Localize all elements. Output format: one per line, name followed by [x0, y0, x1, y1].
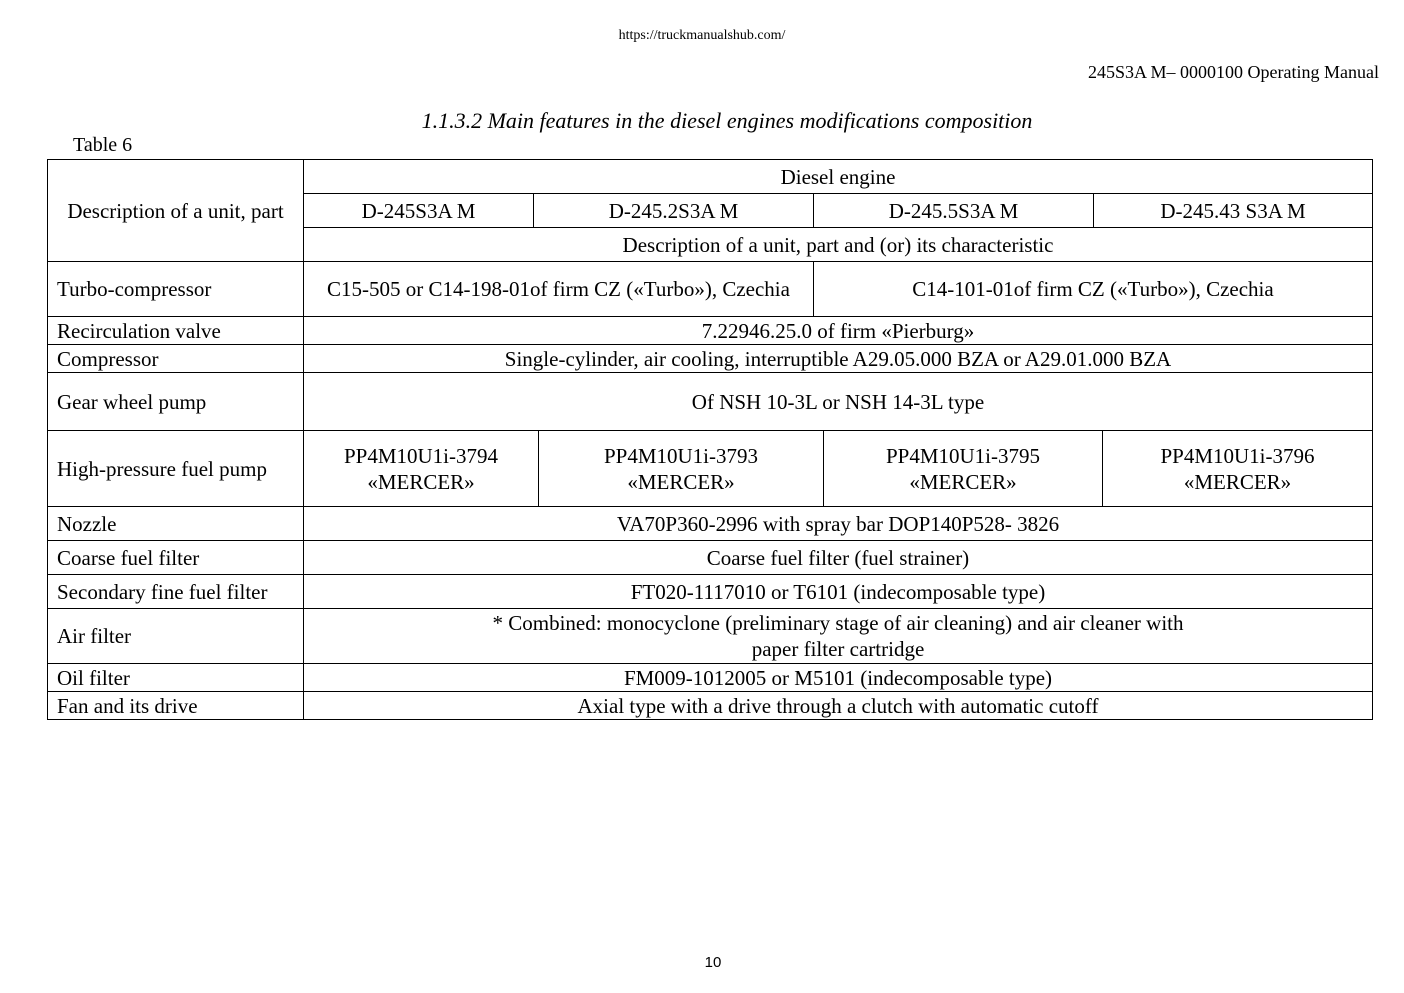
- row-value: PP4M10U1i-3794 «MERCER»: [303, 431, 538, 506]
- row-value: C15-505 or C14-198-01of firm CZ («Turbo»), Czechia: [303, 262, 813, 316]
- row-value: C14-101-01of firm CZ («Turbo»), Czechia: [813, 262, 1372, 316]
- header-group: [303, 160, 1372, 193]
- header-subheader: [303, 227, 1372, 261]
- table-row: [48, 506, 1372, 540]
- row-value: VA70P360-2996 with spray bar DOP140P528- 3826: [303, 507, 1372, 540]
- document-title: 245S3A M– 0000100 Operating Manual: [1088, 62, 1379, 82]
- model-col: D-245.5S3A M: [813, 194, 1093, 227]
- features-table: [47, 159, 1373, 720]
- row-value: PP4M10U1i-3793 «MERCER»: [538, 431, 823, 506]
- table-row: [48, 663, 1372, 691]
- row-value: FT020-1117010 or T6101 (indecomposable type): [303, 575, 1372, 608]
- table-row: [48, 574, 1372, 608]
- header-models: [303, 193, 1372, 227]
- row-label: Coarse fuel filter: [57, 545, 200, 570]
- row-value: 7.22946.25.0 of firm «Pierburg»: [303, 317, 1372, 344]
- row-value: Coarse fuel filter (fuel strainer): [303, 541, 1372, 574]
- row-value: Single-cylinder, air cooling, interruptible A29.05.000 BZA or A29.01.000 BZA: [303, 345, 1372, 372]
- row-label: Air filter: [57, 624, 132, 648]
- table-row: [48, 608, 1372, 663]
- row-label: Turbo-compressor: [57, 277, 212, 301]
- row-value: Axial type with a drive through a clutch with automatic cutoff: [303, 692, 1372, 719]
- header-subheader-text: Description of a unit, part and (or) its characteristic: [622, 232, 1054, 257]
- row-label: Recirculation valve: [57, 318, 221, 343]
- model-col: D-245.43 S3A M: [1093, 194, 1372, 227]
- header-group-text: Diesel engine: [780, 164, 896, 189]
- row-value: Of NSH 10-3L or NSH 14-3L type: [303, 373, 1372, 430]
- row-value: PP4M10U1i-3796 «MERCER»: [1102, 431, 1372, 506]
- row-value: * Combined: monocyclone (preliminary stage of air cleaning) and air cleaner with paper filter cartridge: [303, 609, 1372, 663]
- row-value: PP4M10U1i-3795 «MERCER»: [823, 431, 1102, 506]
- model-col: D-245S3A M: [361, 198, 476, 223]
- table-row: [48, 430, 1372, 506]
- header-first-col: [48, 160, 303, 261]
- table-row: [48, 372, 1372, 430]
- source-url[interactable]: https://truckmanualshub.com/: [618, 28, 786, 43]
- table-row: [48, 691, 1372, 719]
- table-row: [48, 261, 1372, 316]
- row-label: Compressor: [57, 346, 159, 371]
- row-label: Nozzle: [57, 511, 117, 536]
- table-row: [48, 540, 1372, 574]
- model-col: D-245.2S3A M: [533, 194, 813, 227]
- row-label: Fan and its drive: [57, 693, 198, 718]
- table-label: Table 6: [73, 134, 133, 156]
- table-header: [48, 160, 1372, 261]
- header-first-col-text: Description of a unit, part: [67, 198, 284, 223]
- page-number: 10: [704, 954, 722, 971]
- row-label: High-pressure fuel pump: [57, 456, 267, 481]
- table-row: [48, 316, 1372, 344]
- row-label: Secondary fine fuel filter: [57, 579, 268, 604]
- section-title: 1.1.3.2 Main features in the diesel engines modifications composition: [421, 108, 1033, 133]
- row-label: Gear wheel pump: [57, 389, 207, 414]
- header-right: [303, 160, 1372, 261]
- row-label: Oil filter: [57, 665, 130, 690]
- row-value: FM009-1012005 or M5101 (indecomposable type): [303, 664, 1372, 691]
- table-row: [48, 344, 1372, 372]
